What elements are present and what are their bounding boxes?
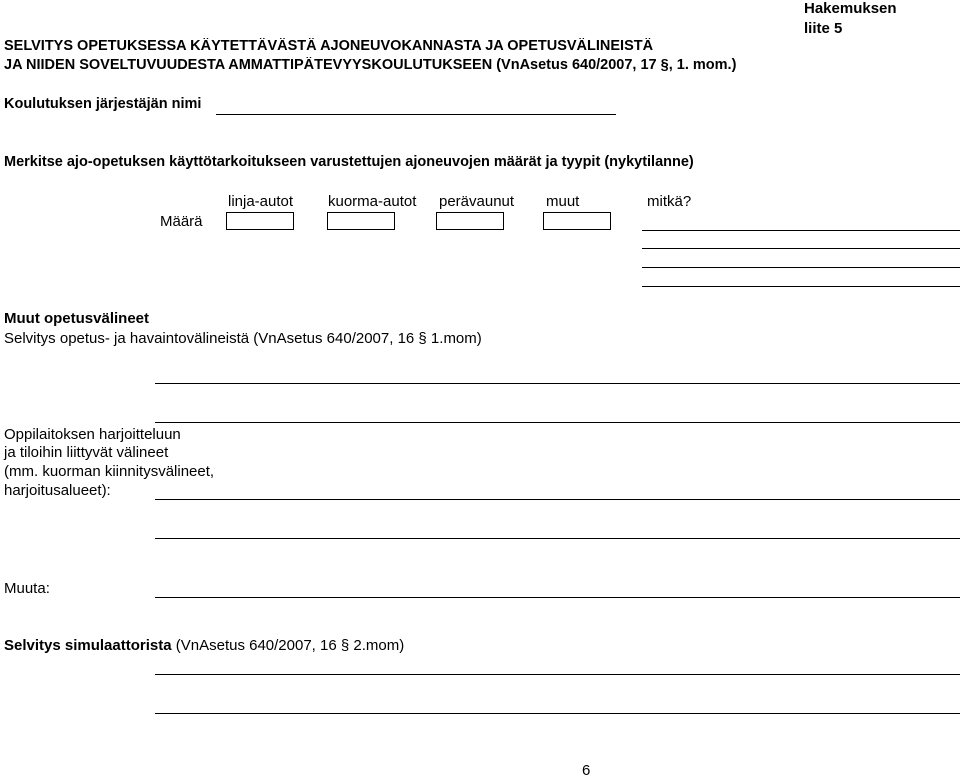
vehicles-instruction: Merkitse ajo-opetuksen käyttötarkoitukseen varustettujen ajoneuvojen määrät ja tyypit (nykytilanne) <box>4 154 694 170</box>
which-answer-line-4[interactable] <box>642 286 960 287</box>
trailers-count-box[interactable] <box>436 212 504 230</box>
which-answer-line-2[interactable] <box>642 248 960 249</box>
facilities-answer-line-2[interactable] <box>155 538 960 539</box>
column-label-trailers: perävaunut <box>439 193 515 210</box>
other-count-box[interactable] <box>543 212 611 230</box>
simulators-heading-row <box>4 637 404 654</box>
which-label: mitkä? <box>647 193 692 210</box>
simulators-reference: (VnAsetus 640/2007, 16 § 2.mom) <box>175 637 405 654</box>
misc-label: Muuta: <box>4 580 50 597</box>
equipment-answer-line-2[interactable] <box>155 422 960 423</box>
document-title-line1: SELVITYS OPETUKSESSA KÄYTETTÄVÄSTÄ AJONEUVOKANNASTA JA OPETUSVÄLINEISTÄ <box>4 38 654 54</box>
facilities-label-line4: harjoitusalueet): <box>4 482 111 499</box>
simulators-heading: Selvitys simulaattorista <box>4 637 172 654</box>
column-label-other: muut <box>546 193 580 210</box>
quantity-row-label: Määrä <box>160 213 203 230</box>
organizer-name-field[interactable] <box>216 114 616 115</box>
simulators-answer-line-2[interactable] <box>155 713 960 714</box>
facilities-answer-line-1[interactable] <box>155 499 960 500</box>
document-title-line2: JA NIIDEN SOVELTUVUUDESTA AMMATTIPÄTEVYYSKOULUTUKSEEN (VnAsetus 640/2007, 17 §, 1. mom.) <box>4 57 737 73</box>
page-number: 6 <box>582 762 591 779</box>
attachment-label-line2: liite 5 <box>804 20 843 37</box>
which-answer-line-3[interactable] <box>642 267 960 268</box>
buses-count-box[interactable] <box>226 212 294 230</box>
equipment-answer-line-1[interactable] <box>155 383 960 384</box>
other-equipment-heading: Muut opetusvälineet <box>4 310 150 327</box>
column-label-trucks: kuorma-autot <box>328 193 417 210</box>
trucks-count-box[interactable] <box>327 212 395 230</box>
facilities-label-line2: ja tiloihin liittyvät välineet <box>4 444 169 461</box>
simulators-answer-line-1[interactable] <box>155 674 960 675</box>
column-label-buses: linja-autot <box>228 193 294 210</box>
other-equipment-description: Selvitys opetus- ja havaintovälineistä (VnAsetus 640/2007, 16 § 1.mom) <box>4 330 482 347</box>
misc-answer-line[interactable] <box>155 597 960 598</box>
which-answer-line-1[interactable] <box>642 230 960 231</box>
organizer-label: Koulutuksen järjestäjän nimi <box>4 96 202 112</box>
attachment-label-line1: Hakemuksen <box>804 0 897 17</box>
facilities-label-line3: (mm. kuorman kiinnitysvälineet, <box>4 463 215 480</box>
facilities-label-line1: Oppilaitoksen harjoitteluun <box>4 426 181 443</box>
